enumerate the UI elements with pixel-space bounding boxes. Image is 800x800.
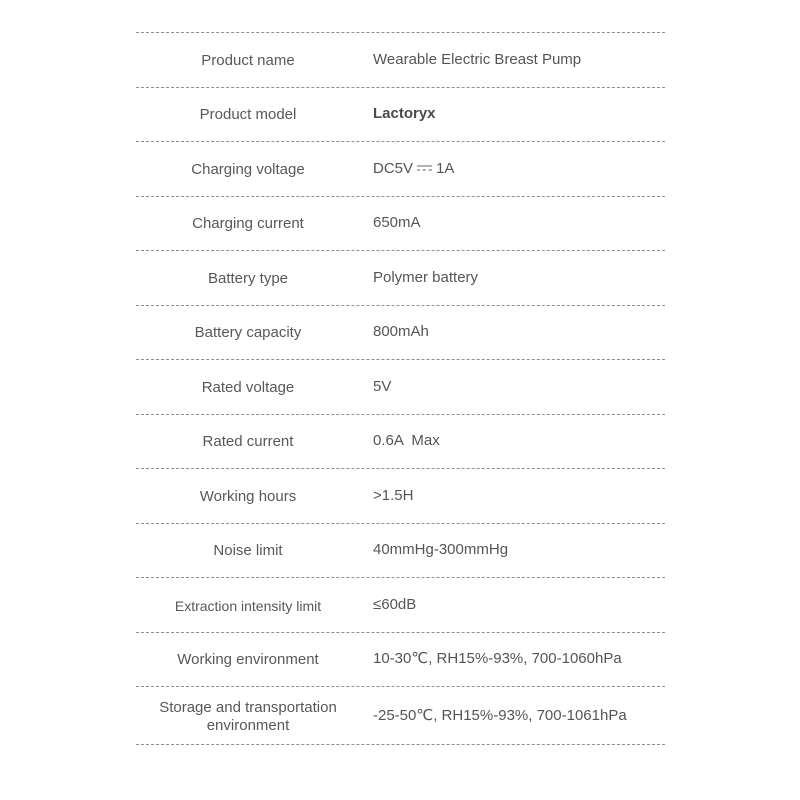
spec-label-line: Storage and transportation [159, 698, 337, 716]
spec-row-noise-limit [136, 524, 665, 579]
spec-row-extraction-intensity-limit [136, 578, 665, 633]
spec-label: Charging voltage [191, 160, 305, 178]
spec-value: ≤60dB [373, 595, 417, 613]
spec-value: 40mmHg-300mmHg [373, 541, 509, 559]
spec-value: 800mAh [373, 323, 429, 341]
spec-row-charging-voltage [136, 142, 665, 197]
spec-value: 650mA [373, 214, 421, 232]
spec-label: Rated voltage [201, 378, 295, 396]
spec-value: Wearable Electric Breast Pump [373, 50, 582, 68]
spec-table [136, 32, 665, 745]
spec-value: >1.5H [373, 486, 414, 504]
spec-label: Product name [201, 51, 295, 69]
spec-label: Noise limit [213, 542, 283, 560]
spec-row-battery-type [136, 251, 665, 306]
spec-row-working-environment [136, 633, 665, 688]
voltage-value: DC5V [373, 159, 414, 177]
spec-label: Working environment [177, 651, 319, 669]
spec-value: 0.6A Max [373, 432, 440, 450]
spec-label: Rated current [202, 433, 294, 451]
spec-row-battery-capacity [136, 306, 665, 361]
spec-value: Lactoryx [373, 105, 436, 123]
spec-label: Battery type [207, 269, 289, 287]
spec-label: Charging current [192, 215, 304, 233]
spec-value: Polymer battery [373, 268, 479, 286]
spec-row-working-hours [136, 469, 665, 524]
spec-label: Product model [199, 106, 297, 124]
spec-row-rated-current [136, 415, 665, 470]
spec-label: Battery capacity [194, 324, 302, 342]
spec-value: 10-30℃, RH15%-93%, 700-1060hPa [373, 650, 622, 668]
spec-row-rated-voltage [136, 360, 665, 415]
spec-value [360, 160, 454, 178]
current-value: 1A [436, 159, 455, 177]
spec-row-storage-environment [136, 687, 665, 745]
spec-value: -25-50℃, RH15%-93%, 700-1061hPa [373, 706, 627, 724]
spec-value: 5V [373, 377, 392, 395]
spec-label-line: environment [206, 716, 290, 734]
spec-row-charging-current [136, 197, 665, 252]
spec-label [136, 697, 360, 735]
spec-label: Extraction intensity limit [174, 597, 322, 614]
dc-current-icon [416, 164, 433, 172]
spec-row-product-name [136, 33, 665, 88]
spec-row-product-model [136, 88, 665, 143]
spec-label: Working hours [199, 487, 297, 505]
